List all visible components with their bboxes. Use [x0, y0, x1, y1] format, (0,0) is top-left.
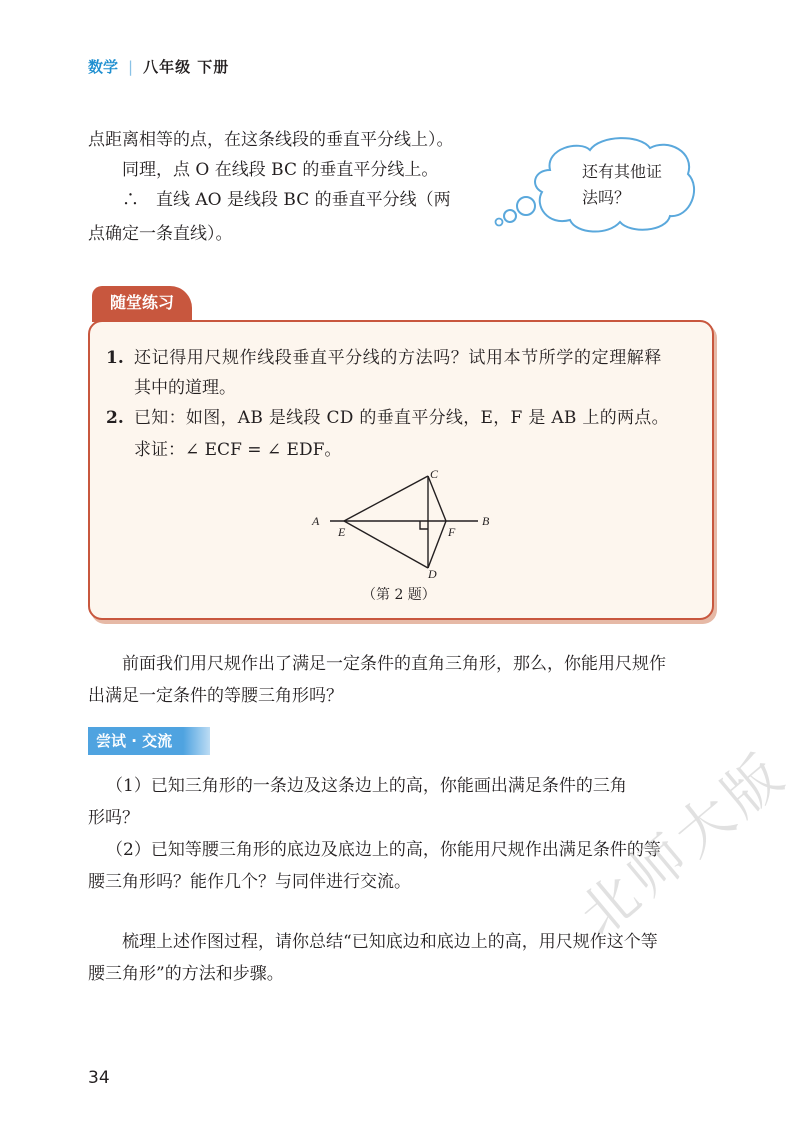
segment-fc: [428, 476, 446, 521]
running-header: [88, 56, 229, 77]
summary-line-1: 梳理上述作图过程，请你总结“已知底边和底边上的高，用尺规作这个等: [122, 932, 658, 952]
label-d: D: [428, 567, 437, 581]
intro-line-4: 点确定一条直线）。: [88, 224, 233, 244]
watermark: 北师大版: [567, 739, 800, 949]
header-subject: 数学: [88, 58, 119, 76]
try-exchange-tab: 尝试 · 交流: [88, 727, 210, 755]
segment-fd: [428, 521, 446, 568]
header-grade: 八年级 下册: [143, 58, 230, 76]
intro-line-3: ∴ 直线 AO 是线段 BC 的垂直平分线（两: [122, 190, 451, 210]
practice-tab: 随堂练习: [92, 286, 192, 322]
bubble-line-1: 还有其他证: [582, 162, 663, 181]
q2-line-2: 求证：∠ ECF = ∠ EDF。: [134, 440, 342, 460]
page-number: 34: [88, 1068, 110, 1088]
try-item1-line-1: （1）已知三角形的一条边及这条边上的高，你能画出满足条件的三角: [106, 776, 627, 796]
q2-number: 2.: [106, 408, 124, 428]
label-c: C: [430, 467, 439, 481]
figure-caption: （第 2 题）: [362, 587, 436, 603]
right-angle-mark: [420, 521, 428, 529]
q1-line-1: 还记得用尺规作线段垂直平分线的方法吗？试用本节所学的定理解释: [134, 348, 662, 368]
q2-line-1: 已知：如图，AB 是线段 CD 的垂直平分线，E，F 是 AB 上的两点。: [134, 408, 669, 428]
intro-line-2: 同理，点 O 在线段 BC 的垂直平分线上。: [122, 160, 439, 180]
para2-line-1: 前面我们用尺规作出了满足一定条件的直角三角形，那么，你能用尺规作: [122, 654, 666, 674]
try-item2-line-2: 腰三角形吗？能作几个？与同伴进行交流。: [88, 872, 411, 892]
header-separator: |: [128, 58, 134, 76]
q1-line-2: 其中的道理。: [134, 378, 236, 398]
summary-line-2: 腰三角形”的方法和步骤。: [88, 964, 284, 984]
label-e: E: [338, 525, 346, 539]
bubble-line-2: 法吗？: [582, 188, 631, 207]
segment-ec: [344, 476, 428, 521]
label-f: F: [448, 525, 456, 539]
para2-line-2: 出满足一定条件的等腰三角形吗？: [88, 686, 343, 706]
try-item2-line-1: （2）已知等腰三角形的底边及底边上的高，你能用尺规作出满足条件的等: [106, 840, 661, 860]
intro-line-1: 点距离相等的点，在这条线段的垂直平分线上）。: [88, 130, 454, 150]
label-a: A: [312, 514, 320, 528]
q1-number: 1.: [106, 348, 124, 368]
geometry-figure: [300, 464, 510, 584]
try-item1-line-2: 形吗？: [88, 808, 139, 828]
label-b: B: [482, 514, 490, 528]
segment-ed: [344, 521, 428, 568]
